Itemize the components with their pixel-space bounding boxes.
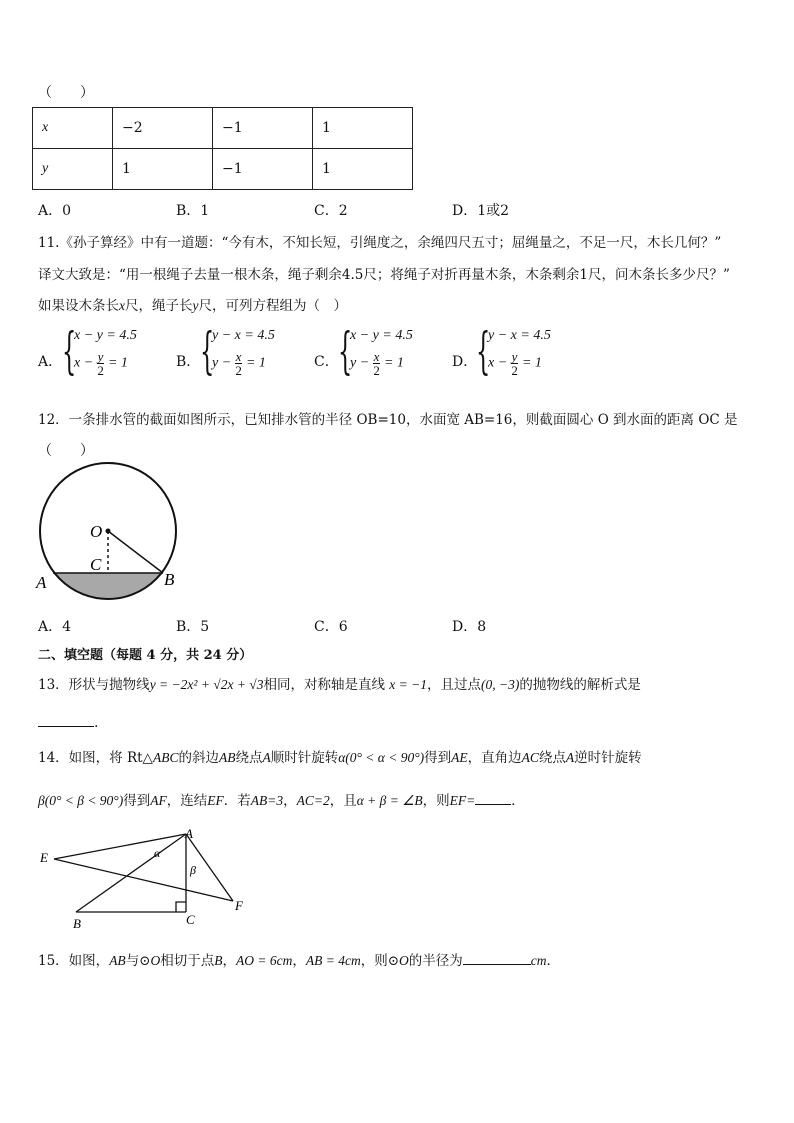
q11-line3a: 如果设木条长 bbox=[38, 298, 119, 314]
q15-line: 15．如图，AB与⊙O相切于点B，AO = 6cm，AB = 4cm，则⊙O的半径为 cm． bbox=[38, 953, 561, 969]
equation-1: y − x = 4.5 bbox=[212, 328, 275, 343]
label-b: B bbox=[164, 570, 175, 589]
q11-line3b: 尺，绳子长 bbox=[125, 298, 193, 314]
q11-option-c-label: C． bbox=[314, 354, 339, 370]
rotation-figure bbox=[36, 824, 256, 934]
q12-option-c: C．6 bbox=[314, 619, 348, 635]
table-cell: y bbox=[33, 149, 113, 190]
radius-ob bbox=[108, 531, 163, 573]
table-cell: −1 bbox=[213, 149, 313, 190]
answer-blank[interactable] bbox=[38, 712, 94, 727]
table-cell: 1 bbox=[313, 108, 413, 149]
q12-option-a: A．4 bbox=[38, 619, 72, 635]
right-angle-mark bbox=[176, 902, 186, 912]
label-c: C bbox=[186, 912, 195, 927]
q13-axis: x = −1 bbox=[389, 677, 427, 692]
q10-paren: （ ） bbox=[38, 85, 94, 101]
answer-blank[interactable] bbox=[463, 952, 531, 965]
label-beta: β bbox=[190, 863, 196, 877]
q13-end: . bbox=[94, 715, 99, 731]
xy-table bbox=[32, 107, 413, 190]
segment-ba bbox=[76, 834, 186, 912]
table-cell: x bbox=[33, 108, 113, 149]
var-x: x bbox=[119, 298, 125, 313]
center-point bbox=[106, 529, 111, 534]
equation-2: x − $\frac{y}{2}$ = 1 bbox=[74, 349, 128, 378]
q13-line bbox=[38, 673, 641, 693]
q11-line3c: 尺，可列方程组为（ ） bbox=[198, 298, 347, 314]
q13-mid2: ，且过点 bbox=[426, 677, 481, 693]
label-o: O bbox=[90, 522, 103, 541]
pipe-figure bbox=[30, 462, 190, 612]
equation-2: y − $\frac{x}{2}$ = 1 bbox=[212, 349, 266, 378]
q12-paren: （ ） bbox=[38, 443, 94, 459]
label-c: C bbox=[90, 555, 102, 574]
label-a: A bbox=[36, 573, 47, 592]
q10-option-d: D．1或2 bbox=[452, 203, 510, 219]
label-e: E bbox=[40, 850, 48, 865]
q13-post: 的抛物线的解析式是 bbox=[519, 677, 641, 693]
q11-option-d-system bbox=[476, 322, 576, 386]
q11-option-b-system bbox=[200, 322, 300, 386]
label-b: B bbox=[73, 916, 81, 931]
q11-option-a-label: A． bbox=[38, 354, 63, 370]
equation-2: y − $\frac{x}{2}$ = 1 bbox=[350, 349, 404, 378]
q13-mid: 相同，对称轴是直线 bbox=[263, 677, 385, 693]
q10-option-a: A．0 bbox=[38, 203, 72, 219]
q10-option-c: C．2 bbox=[314, 203, 348, 219]
q11-line3 bbox=[38, 294, 347, 314]
brace-icon: { bbox=[62, 322, 77, 380]
q13-equation: y = −2x² + √2x + √3 bbox=[149, 677, 264, 692]
section-title: 二、填空题（每题 4 分，共 24 分） bbox=[38, 648, 253, 663]
q12-line1: 12．一条排水管的截面如图所示，已知排水管的半径 OB=10，水面宽 AB=16，则截面圆心 O 到水面的距离 OC 是 bbox=[38, 412, 738, 428]
answer-blank[interactable] bbox=[475, 792, 511, 805]
table-cell: −2 bbox=[113, 108, 213, 149]
segment-ea bbox=[54, 834, 186, 859]
table-cell: 1 bbox=[313, 149, 413, 190]
brace-icon: { bbox=[338, 322, 353, 380]
label-f: F bbox=[235, 898, 243, 913]
q12-option-b: B．5 bbox=[176, 619, 210, 635]
table-row bbox=[33, 149, 413, 190]
label-alpha: α bbox=[154, 846, 161, 860]
q11-option-b-label: B． bbox=[176, 354, 201, 370]
q11-option-d-label: D． bbox=[452, 354, 478, 370]
label-a: A bbox=[185, 826, 193, 841]
equation-1: y − x = 4.5 bbox=[488, 328, 551, 343]
q13-answer bbox=[38, 712, 98, 731]
brace-icon: { bbox=[476, 322, 491, 380]
segment-ef bbox=[54, 859, 233, 901]
q11-line2: 译文大致是：“用一根绳子去量一根木条，绳子剩余4.5尺；将绳子对折再量木条，木条剩余1尺，问木条长多少尺？” bbox=[38, 267, 730, 283]
var-y: y bbox=[192, 298, 199, 313]
equation-1: x − y = 4.5 bbox=[74, 328, 137, 343]
q11-line1: 11.《孙子算经》中有一道题：“今有木，不知长短，引绳度之，余绳四尺五寸；屈绳量之，不足一尺，木长几何？” bbox=[38, 235, 722, 251]
q14-line1: 14．如图，将 Rt△ABC的斜边AB绕点A顺时针旋转α(0° < α < 90°)得到AE，直角边AC绕点A逆时针旋转 bbox=[38, 750, 642, 766]
q13-point: (0, −3) bbox=[480, 677, 520, 692]
equation-2: x − $\frac{y}{2}$ = 1 bbox=[488, 349, 542, 378]
q12-option-d: D．8 bbox=[452, 619, 487, 635]
q13-pre: 13．形状与抛物线 bbox=[38, 677, 150, 693]
q10-option-b: B．1 bbox=[176, 203, 210, 219]
q11-option-c-system bbox=[338, 322, 438, 386]
table-cell: 1 bbox=[113, 149, 213, 190]
table-row bbox=[33, 108, 413, 149]
q11-option-a-system bbox=[62, 322, 162, 386]
table-cell: −1 bbox=[213, 108, 313, 149]
equation-1: x − y = 4.5 bbox=[350, 328, 413, 343]
brace-icon: { bbox=[200, 322, 215, 380]
q14-line2: β(0° < β < 90°)得到AF，连结EF．若AB=3，AC=2，且α + β = ∠B，则EF= ． bbox=[38, 793, 525, 809]
